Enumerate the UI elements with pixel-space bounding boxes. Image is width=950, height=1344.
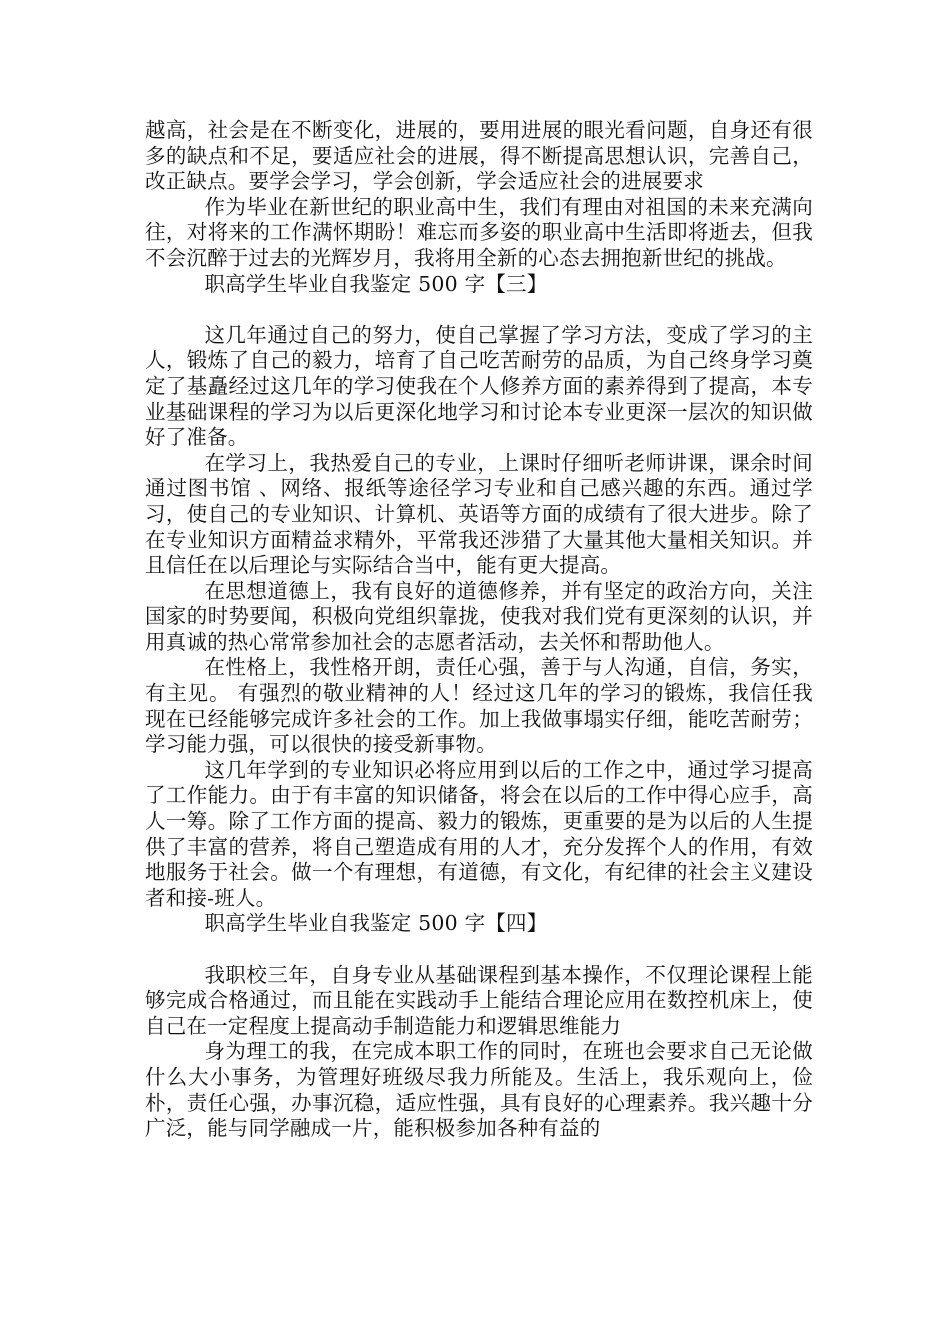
paragraph-three-5: 这几年学到的专业知识必将应用到以后的工作之中，通过学习提高了工作能力。由于有丰富的知识储备，将会在以后的工作中得心应手，高人一筹。除了工作方面的提高、毅力的锻炼，更重要的是为以后的人生提供了丰富的营养，将自己塑造成有用的人才，充分发挥个人的作用，有效地服务于社会。做一个有理想，有道德，有文化，有纪律的社会主义建设者和接-班人。	[145, 757, 813, 910]
paragraph-four-2: 身为理工的我，在完成本职工作的同时，在班也会要求自己无论做什么大小事务，为管理好班级尽我力所能及。生活上，我乐观向上，俭朴，责任心强，办事沉稳，适应性强，具有良好的心理素养。我兴趣十分广泛，能与同学融成一片，能积极参加各种有益的	[145, 1039, 813, 1141]
blank-line	[145, 937, 813, 963]
section-heading-three: 职高学生毕业自我鉴定 500 字【三】	[204, 271, 548, 296]
paragraph-outlook: 作为毕业在新世纪的职业高中生，我们有理由对祖国的未来充满向往，对将来的工作满怀期盼！难忘而多姿的职业高中生活即将逝去，但我不会沉醉于过去的光辉岁月，我将用全新的心态去拥抱新世纪的挑战。	[145, 194, 813, 270]
paragraph-three-1: 这几年通过自己的努力，使自己掌握了学习方法，变成了学习的主人，锻炼了自己的毅力，培育了自己吃苦耐劳的品质，为自己终身学习奠定了基矗经过这几年的学习使我在个人修养方面的素养得到了提高，本专业基础课程的学习为以后更深化地学习和讨论本专业更深一层次的知识做好了准备。	[145, 322, 813, 450]
paragraph-three-3: 在思想道德上，我有良好的道德修养，并有坚定的政治方向，关注国家的时势要闻，积极向党组织靠拢，使我对我们党有更深刻的认识，并用真诚的热心常常参加社会的志愿者活动，去关怀和帮助他人。	[145, 578, 813, 654]
paragraph-three-4: 在性格上，我性格开朗，责任心强，善于与人沟通，自信，务实，有主见。 有强烈的敬业精神的人！经过这几年的学习的锻炼，我信任我现在已经能够完成许多社会的工作。加上我做事塌实仔细，能吃苦耐劳；学习能力强，可以很快的接受新事物。	[145, 655, 813, 757]
paragraph-continuation: 越高，社会是在不断变化，进展的，要用进展的眼光看问题，自身还有很多的缺点和不足，要适应社会的进展，得不断提高思想认识，完善自己，改正缺点。要学会学习，学会创新，学会适应社会的进展要求	[145, 118, 813, 194]
paragraph-three-2: 在学习上，我热爱自己的专业，上课时仔细听老师讲课，课余时间通过图书馆 、网络、报纸等途径学习专业和自己感兴趣的东西。通过学习，使自己的专业知识、计算机、英语等方面的成绩有了很大进步。除了在专业知识方面精益求精外，平常我还涉猎了大量其他大量相关知识。并且信任在以后理论与实际结合当中，能有更大提高。	[145, 450, 813, 578]
document-page	[145, 118, 813, 1142]
blank-line	[145, 297, 813, 323]
section-heading-four: 职高学生毕业自我鉴定 500 字【四】	[204, 911, 548, 936]
paragraph-four-1: 我职校三年，自身专业从基础课程到基本操作，不仅理论课程上能够完成合格通过，而且能在实践动手上能结合理论应用在数控机床上，使自己在一定程度上提高动手制造能力和逻辑思维能力	[145, 962, 813, 1038]
